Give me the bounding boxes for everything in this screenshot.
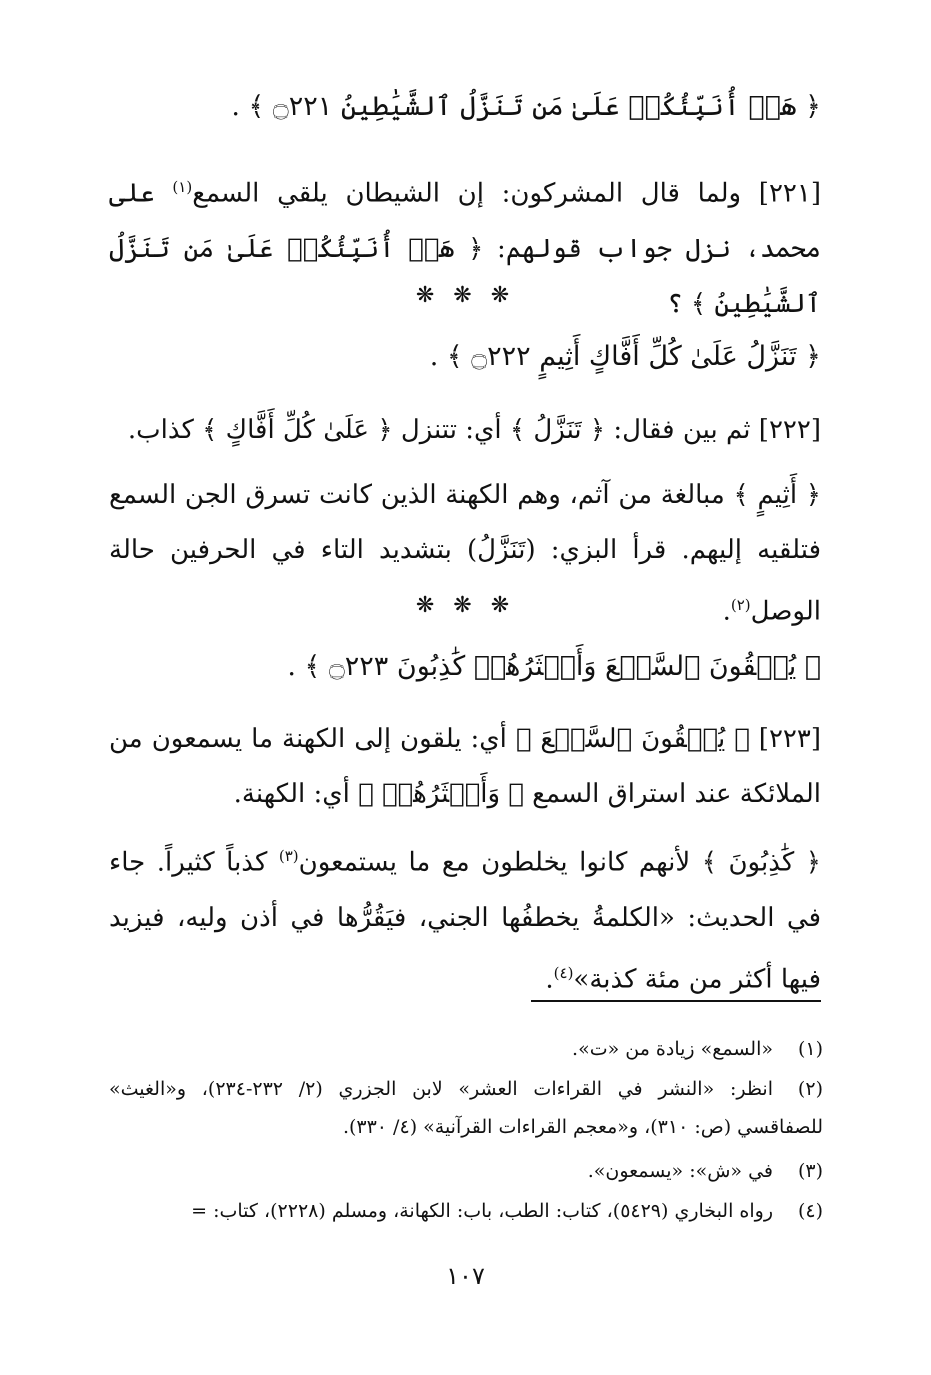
page-number: ١٠٧: [446, 1262, 485, 1290]
footnote-ref-3: (٣): [278, 847, 299, 865]
footnote-ref-1: (١): [172, 178, 193, 196]
footnote-text: رواه البخاري (٥٤٢٩)، كتاب: الطب، باب: الكهانة، ومسلم (٢٢٢٨)، كتاب: =: [191, 1200, 773, 1222]
section-divider-stars-2: ❋ ❋ ❋: [415, 593, 516, 618]
commentary-223-b-text: ﴿ كَٰذِبُونَ ﴾ لأنهم كانوا يخلطون مع ما يستمعون: [298, 847, 821, 878]
commentary-221-rest: على محمد، نزل جواب قولهم: ﴿ هَلۡ أُنَبِّئُكُمۡ عَلَىٰ مَن تَنَزَّلُ ٱلشَّيَٰطِينُ ﴾ ؟: [109, 178, 821, 319]
footnote-4: [109, 1192, 823, 1230]
footnote-number: (١): [797, 1038, 823, 1060]
quran-verse-221: ﴿ هَلۡ أُنَبِّئُكُمۡ عَلَىٰ مَن تَنَزَّلُ ٱلشَّيَٰطِينُ ۝٢٢١ ﴾ .: [231, 91, 821, 122]
footnote-text: انظر: «النشر في القراءات العشر» لابن الجزري (٢/ ٢٣٢-٢٣٤)، و«الغيث» للصفاقسي (ص: ٣١٠)، و«معجم القراءات القرآنية» (٤/ ٣٣٠).: [109, 1078, 823, 1138]
footnote-text: في «ش»: «يسمعون».: [587, 1160, 773, 1182]
footnote-2-body: [109, 1070, 823, 1146]
footnote-text: «السمع» زيادة من «ت».: [572, 1038, 773, 1060]
footnote-ref-2: (٢): [730, 596, 751, 614]
commentary-223-b-mid: كذباً كثيراً. جاء في الحديث: «الكلمةُ يخطفُها الجني، فيَقُرُّها في أذن وليه، فيزيد فيها أكثر من مئة كذبة»: [109, 847, 821, 995]
quran-verse-223: ﴿ يُلۡقُونَ ٱلسَّمۡعَ وَأَكۡثَرُهُمۡ كَٰذِبُونَ ۝٢٢٣ ﴾ .: [287, 651, 821, 682]
section-divider-stars: ❋ ❋ ❋: [415, 283, 516, 308]
commentary-222-b-end: .: [722, 596, 731, 627]
footnote-1: [109, 1030, 823, 1068]
footnote-number: (٣): [797, 1160, 823, 1182]
commentary-223-b: [109, 829, 821, 1007]
footnote-number: (٢): [797, 1078, 823, 1100]
commentary-223-b-end: .: [545, 964, 554, 995]
quran-verse-222: ﴿ تَنَزَّلُ عَلَىٰ كُلِّ أَفَّاكٍ أَثِيمٍ ۝٢٢٢ ﴾ .: [429, 341, 821, 372]
footnote-2: [109, 1070, 823, 1146]
footnote-number: (٤): [797, 1200, 823, 1222]
commentary-222-b-text: ﴿ أَثِيمٍ ﴾ مبالغة من آثم، وهم الكهنة الذين كانت تسرق الجن السمع فتلقيه إليهم. قرأ البزي: (تَنَزَّلُ) بتشديد التاء في الحرفين حالة الوصل: [109, 480, 821, 627]
footnote-3: [109, 1152, 823, 1190]
footnote-ref-4: (٤): [553, 963, 574, 982]
commentary-223-a: [٢٢٣] ﴿ يُلۡقُونَ ٱلسَّمۡعَ ﴾ أي: يلقون إلى الكهنة ما يسمعون من الملائكة عند استراق السمع ﴿ وَأَكۡثَرُهُمۡ ﴾ أي: الكهنة.: [109, 724, 821, 809]
commentary-221-text: [٢٢١] ولما قال المشركون: إن الشيطان يلقي السمع: [192, 178, 822, 209]
commentary-222-a: [٢٢٢] ثم بين فقال: ﴿ تَنَزَّلُ ﴾ أي: تتنزل ﴿ عَلَىٰ كُلِّ أَفَّاكٍ ﴾ كذاب.: [127, 415, 821, 445]
footnote-separator: [531, 1000, 821, 1002]
